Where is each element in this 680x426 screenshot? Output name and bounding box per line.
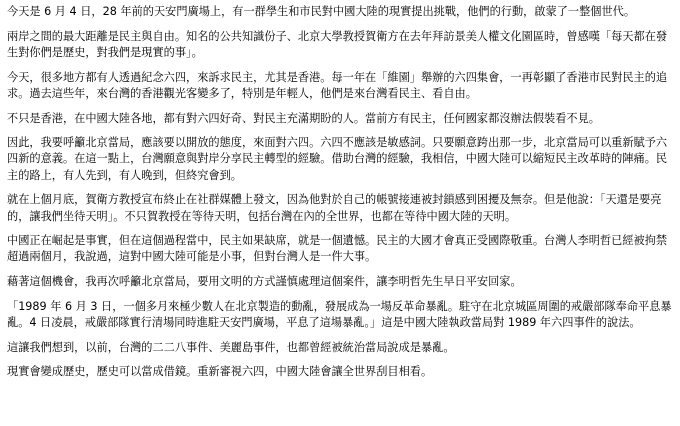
paragraph-5: 因此，我要呼籲北京當局，應該要以開放的態度，來面對六四。六四不應該是敏感詞。只要願意跨出那一步，北京當局可以重新賦予六四新的意義。在這一點上，台灣願意與對岸分享民主轉型的經驗。借助台灣的經驗，我相信，中國大陸可以縮短民主改革時的陣痛。民主的路上，有人先到，有人晚到，但終究會到。	[7, 136, 668, 182]
paragraph-6: 就在上個月底，賀衛方教授宣布終止在社群媒體上發文，因為他對於自己的帳號接連被封鎖感到困擾及無奈。但是他說：「天還是要亮的，讓我們坐待天明」。不只賀教授在等待天明，包括台灣在內的全世界，也都在等待中國大陸的天明。	[7, 193, 662, 223]
paragraph-11: 現實會變成歷史，歷史可以當成借鏡。重新審視六四，中國大陸會讓全世界刮目相看。	[7, 365, 433, 379]
paragraph-9: 「1989 年 6 月 3 日，一個多月來極少數人在北京製造的動亂，發展成為一場反革命暴亂。駐守在北京城區周圍的戒嚴部隊奉命平息暴亂。4 日凌晨，戒嚴部隊實行清場同時進駐天安門廣場，平息了這場暴亂。」這是中國大陸執政當局對 1989 年六四事件的說法。	[7, 299, 672, 330]
paragraph-10: 這讓我們想到，以前，台灣的二二八事件、美麗島事件，也都曾經被統治當局說成是暴亂。	[7, 340, 455, 354]
paragraph-2: 兩岸之間的最大距離是民主與自由。知名的公共知識份子、北京大學教授賀衛方在去年拜訪景美人權文化園區時，曾感嘆「每天都在發生對你們是歷史，對我們是現實的事」。	[7, 29, 668, 59]
article-body	[7, 4, 673, 381]
paragraph-3: 今天，很多地方都有人透過紀念六四，來訴求民主，尤其是香港。每一年在「維園」舉辦的六四集會，一再彰顯了香港市民對民主的追求。過去這些年，來台灣的香港觀光客變多了，特別是年輕人，他們是來台灣看民主、看自由。	[7, 70, 668, 100]
paragraph-1: 今天是 6 月 4 日，28 年前的天安門廣場上，有一群學生和市民對中國大陸的現實提出挑戰，他們的行動，啟蒙了一整個世代。	[7, 5, 636, 18]
paragraph-7: 中國正在崛起是事實，但在這個過程當中，民主如果缺席，就是一個遺憾。民主的大國才會真正受國際敬重。台灣人李明哲已經被拘禁超過兩個月，我說過，這對中國大陸可能是小事，但對台灣人是一件大事。	[7, 234, 668, 264]
paragraph-4: 不只是香港，在中國大陸各地，都有對六四好奇、對民主充滿期盼的人。當前方有民主，任何國家都沒辦法假裝看不見。	[7, 111, 600, 125]
paragraph-8: 藉著這個機會，我再次呼籲北京當局，要用文明的方式謹慎處理這個案件，讓李明哲先生早日平安回家。	[7, 275, 522, 289]
